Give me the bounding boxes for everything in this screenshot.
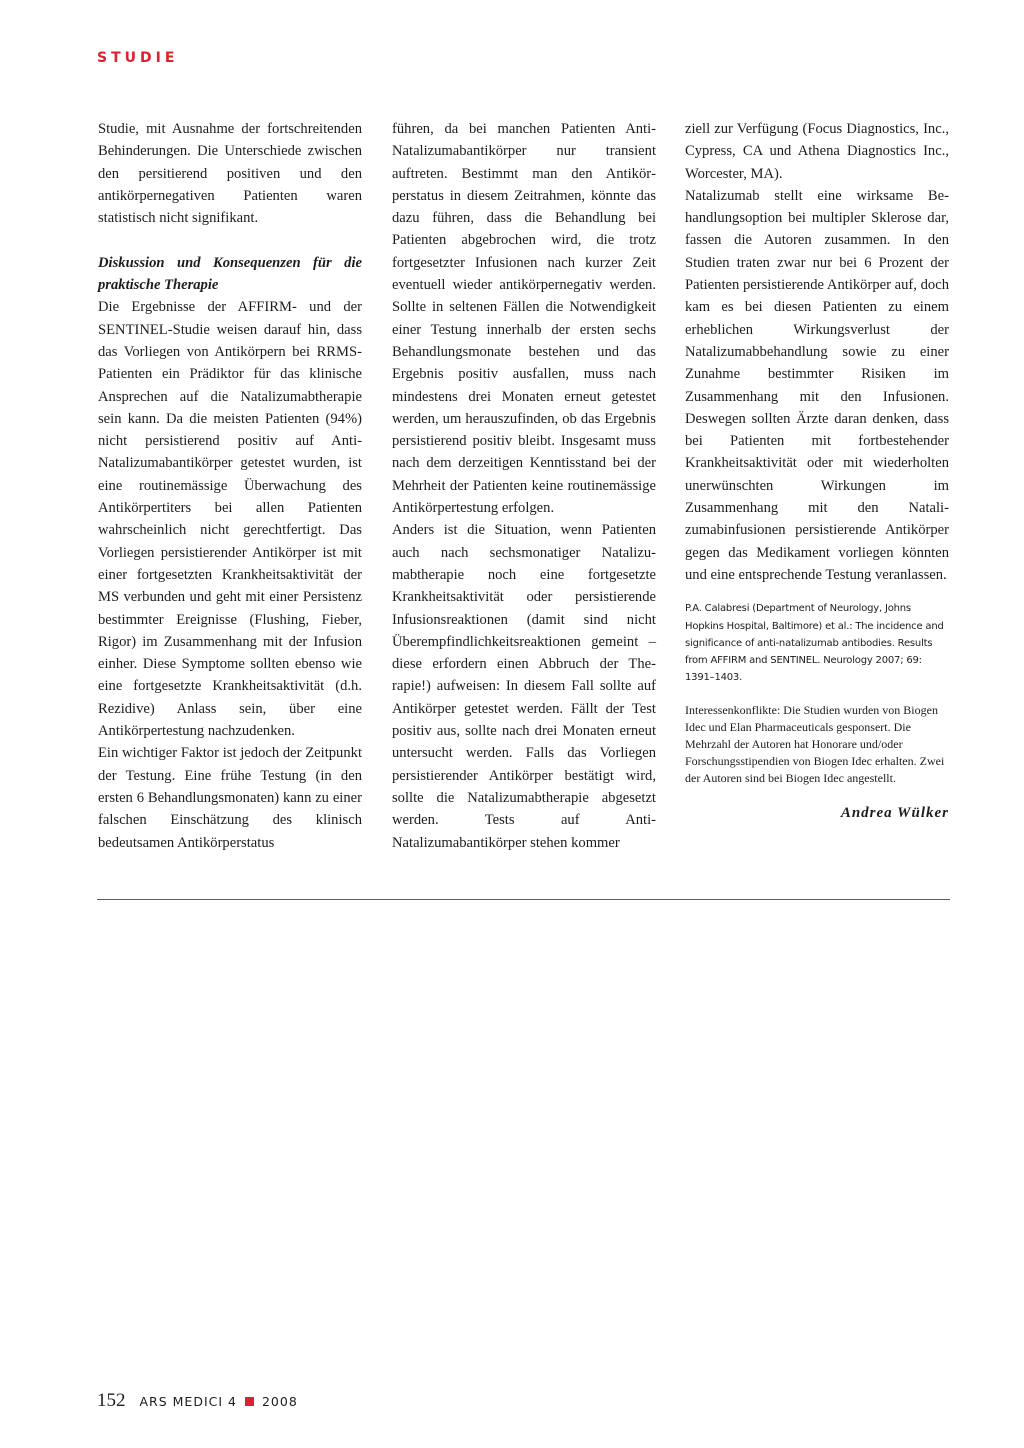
paragraph: Ein wichtiger Faktor ist jedoch der Zeitpunkt der Testung. Eine frühe Testung (in den ersten 6 Behandlungsmonaten) kann zu einer falschen Einschätzung des klinisch bedeutsamen Antikörperstatus [98,745,362,851]
paragraph: Die Ergebnisse der AFFIRM- und der SENTINEL-Studie weisen darauf hin, dass das Vorliegen von Antikörpern bei RRMS-Patienten ein Prädiktor für das klinische Ansprechen auf die Natalizumabtherapie sein kann. Da die meisten Patienten (94%) nicht persistierend positiv auf Anti-Natalizumabantikörper getestet wurden, ist eine routinemässige Überwachung des Antikörpertiters bei allen Patienten wahrscheinlich nicht gerechtfertigt. Das Vorliegen persistierender Antikörper ist mit einer fortgesetzten Krankheitsaktivität der MS verbunden und geht mit einer Persistenz bestimmter Ereignisse (Flushing, Fieber, Rigor) im Zusammenhang mit der Infusion einher. Diese Symptome sollten ebenso wie eine fortgesetzte Krankheitsaktivität (d.h. Rezidive) Anlass sein, über eine Antikörpertestung nachzudenken. [98,299,362,740]
text-column-1 [98,118,362,854]
section-label: STUDIE [97,50,179,66]
paragraph: führen, da bei manchen Patienten Anti-Natalizumabantikörper nur transient auftreten. Bestimmt man den Antikörperstatus in diesem Zeitrahmen, könnte das dazu führen, dass die Behandlung bei Patienten abgebrochen wird, die trotz fortgesetzter Infusionen nach kurzer Zeit eventuell wieder antikörpernegativ werden. Sollte in seltenen Fällen die Notwendigkeit einer Testung innerhalb der ersten sechs Behandlungsmonate bestehen und das Ergebnis positiv ausfallen, muss nach mindestens drei Monaten erneut getestet werden, um herauszufinden, ob das Ergebnis persistierend positiv bleibt. Insgesamt muss nach dem derzeitigen Kenntisstand bei der Mehrheit der Patienten keine routinemässige Antikörpertestung erfolgen. [392,121,656,517]
paragraph: Natalizumab stellt eine wirksame Behandlungsoption bei multipler Sklerose dar, fassen die Autoren zusammen. In den Studien traten zwar nur bei 6 Prozent der Patienten persistierende Antikörper auf, doch kam es bei diesen Patienten zu einem erheblichen Wirkungsverlust der Natalizumabbehandlung sowie zu einer Zunahme bestimmter Risiken im Zusammenhang mit den Infusionen. Deswegen sollten Ärzte daran denken, dass bei Patienten mit fortbestehender Krankheitsaktivität oder mit wiederholten unerwünschten Wirkungen im Zusammenhang mit den Natalizumabinfusionen persistierende Antikörper gegen das Medikament vorliegen könnten und eine entsprechende Testung veranlassen. [685,187,949,583]
issue-year: 2008 [261,1394,298,1409]
page-number: 152 [97,1390,126,1411]
section-heading: Diskussion und Konsequenzen für die praktische Therapie [98,254,362,294]
paragraph: Anders ist die Situation, wenn Patienten auch nach sechsmonatiger Natalizumabtherapie noch eine fortgesetzte Krankheitsaktivität oder persistierende Infusionsreaktionen (damit sind nicht Überempfindlichkeitsreaktionen gemeint – diese erfordern einen Abbruch der Therapie!) aufweisen: In diesem Fall sollte auf Antikörper getestet werden. Fällt der Test positiv aus, sollte nach drei Monaten erneut untersucht werden. Falls das Vorliegen persistierender Antikörper bestätigt wird, sollte die Natalizumabtherapie abgesetzt werden. Tests auf Anti-Natalizumabantikörper stehen kommer [392,522,656,851]
page-footer [97,1390,298,1412]
section-divider [97,899,950,900]
reference-citation: P.A. Calabresi (Department of Neurology, Johns Hopkins Hospital, Baltimore) et al.: The incidence and significance of anti-natalizumab antibodies. Results from AFFIRM and SENTINEL. Neurology 2007; 69: 1391–1403. [685,603,944,684]
text-column-3 [685,118,949,824]
conflict-of-interest-note: Interessenkonflikte: Die Studien wurden von Biogen Idec und Elan Pharmaceuticals gesponsert. Die Mehrzahl der Autoren hat Honorare und/oder Forschungsstipendien von Biogen Idec erhalten. Zwei der Autoren sind bei Biogen Idec angestellt. [685,702,945,785]
author-name: Andrea Wülker [840,804,949,821]
red-square-icon [245,1397,254,1406]
journal-name: ARS MEDICI 4 [139,1394,237,1409]
text-column-2 [392,118,656,854]
paragraph: Studie, mit Ausnahme der fortschreitenden Behinderungen. Die Unterschiede zwischen den persitierend positiven und den antikörpernegativen Patienten waren statistisch nicht signifikant. [98,121,362,227]
paragraph: ziell zur Verfügung (Focus Diagnostics, Inc., Cypress, CA und Athena Diagnostics Inc., Worcester, MA). [685,121,949,182]
